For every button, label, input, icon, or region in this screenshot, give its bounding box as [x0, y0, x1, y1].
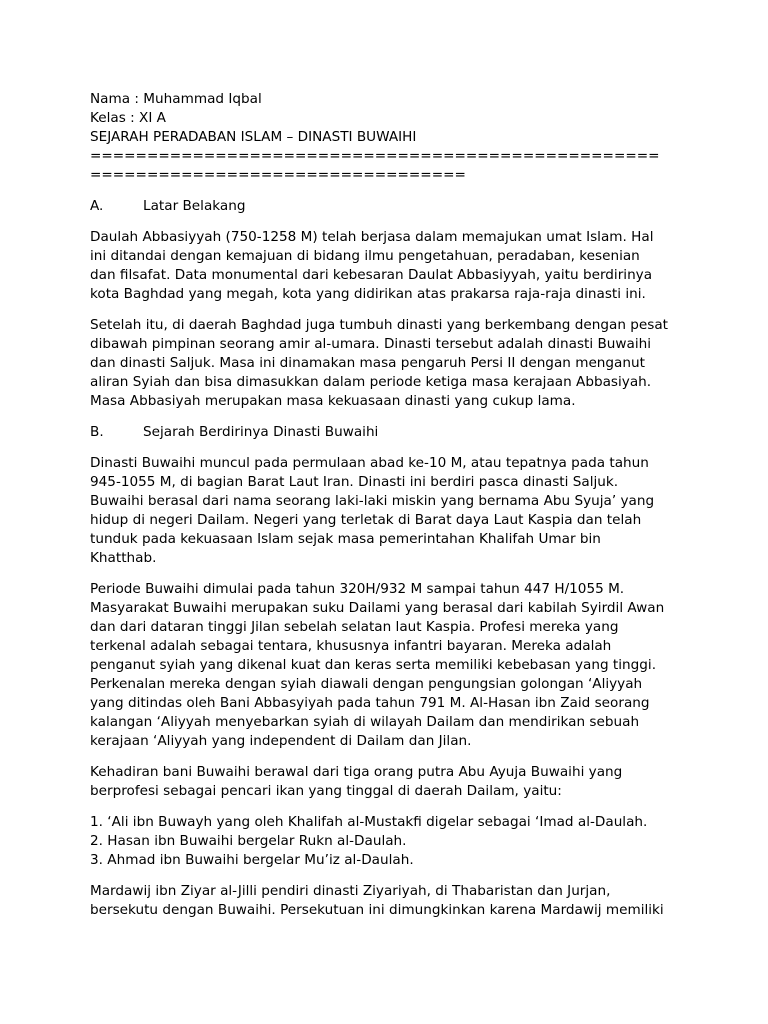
text-line: terkenal adalah sebagai tentara, khususnya infantri bayaran. Mereka adalah: [90, 638, 612, 654]
paragraph: [90, 580, 685, 751]
separator-line: ==================================================: [90, 148, 660, 164]
section-number: A.: [90, 198, 104, 214]
text-line: berprofesi sebagai pencari ikan yang tinggal di daerah Dailam, yaitu:: [90, 783, 562, 799]
text-line: kota Baghdad yang megah, kota yang didirikan atas prakarsa raja-raja dinasti ini.: [90, 286, 646, 302]
list-item: 1. ‘Ali ibn Buwayh yang oleh Khalifah al-Mustakfi digelar sebagai ‘Imad al-Daulah.: [90, 814, 648, 830]
text-line: bersekutu dengan Buwaihi. Persekutuan ini dimungkinkan karena Mardawij memiliki: [90, 902, 664, 918]
student-name: Nama : Muhammad Iqbal: [90, 91, 262, 107]
text-line: Masyarakat Buwaihi merupakan suku Dailami yang berasal dari kabilah Syirdil Awan: [90, 600, 665, 616]
text-line: yang ditindas oleh Bani Abbasyiyah pada tahun 791 M. Al-Hasan ibn Zaid seorang: [90, 695, 650, 711]
text-line: Daulah Abbasiyyah (750-1258 M) telah berjasa dalam memajukan umat Islam. Hal: [90, 229, 654, 245]
text-line: dan dinasti Saljuk. Masa ini dinamakan masa pengaruh Persi II dengan menganut: [90, 355, 645, 371]
text-line: dan dari dataran tinggi Jilan sebelah selatan laut Kaspia. Profesi mereka yang: [90, 619, 619, 635]
paragraph: [90, 882, 685, 920]
text-line: tunduk pada kekuasaan Islam sejak masa pemerintahan Khalifah Umar bin: [90, 531, 601, 547]
text-line: Setelah itu, di daerah Baghdad juga tumbuh dinasti yang berkembang dengan pesat: [90, 317, 668, 333]
text-line: 945-1055 M, di bagian Barat Laut Iran. Dinasti ini berdiri pasca dinasti Saljuk.: [90, 474, 619, 490]
paragraph: [90, 316, 685, 411]
text-line: Masa Abbasiyah merupakan masa kekuasaan dinasti yang cukup lama.: [90, 393, 576, 409]
section-heading-b: [90, 423, 685, 442]
document-title: SEJARAH PERADABAN ISLAM – DINASTI BUWAIHI: [90, 129, 417, 145]
text-line: Dinasti Buwaihi muncul pada permulaan abad ke-10 M, atau tepatnya pada tahun: [90, 455, 649, 471]
text-line: Khatthab.: [90, 550, 157, 566]
document-header: [90, 90, 685, 185]
student-class: Kelas : XI A: [90, 110, 166, 126]
list-item: 2. Hasan ibn Buwaihi bergelar Rukn al-Daulah.: [90, 833, 407, 849]
text-line: kalangan ‘Aliyyah menyebarkan syiah di wilayah Dailam dan mendirikan sebuah: [90, 714, 640, 730]
section-heading-a: [90, 197, 685, 216]
section-title: Latar Belakang: [143, 198, 246, 214]
paragraph: [90, 228, 685, 304]
text-line: Mardawij ibn Ziyar al-Jilli pendiri dinasti Ziyariyah, di Thabaristan dan Jurjan,: [90, 883, 611, 899]
separator-line: =================================: [90, 167, 466, 183]
text-line: ini ditandai dengan kemajuan di bidang ilmu pengetahuan, peradaban, kesenian: [90, 248, 640, 264]
numbered-list: [90, 813, 685, 870]
paragraph: [90, 763, 685, 801]
text-line: Periode Buwaihi dimulai pada tahun 320H/932 M sampai tahun 447 H/1055 M.: [90, 581, 625, 597]
list-item: 3. Ahmad ibn Buwaihi bergelar Mu’iz al-Daulah.: [90, 852, 414, 868]
text-line: aliran Syiah dan bisa dimasukkan dalam periode ketiga masa kerajaan Abbasiyah.: [90, 374, 652, 390]
paragraph: [90, 454, 685, 568]
text-line: Buwaihi berasal dari nama seorang laki-laki miskin yang bernama Abu Syuja’ yang: [90, 493, 655, 509]
section-number: B.: [90, 424, 104, 440]
text-line: penganut syiah yang dikenal kuat dan keras serta memiliki kebebasan yang tinggi.: [90, 657, 657, 673]
text-line: kerajaan ‘Aliyyah yang independent di Dailam dan Jilan.: [90, 733, 472, 749]
text-line: Perkenalan mereka dengan syiah diawali dengan pengungsian golongan ‘Aliyyah: [90, 676, 643, 692]
text-line: dibawah pimpinan seorang amir al-umara. Dinasti tersebut adalah dinasti Buwaihi: [90, 336, 652, 352]
text-line: dan filsafat. Data monumental dari kebesaran Daulat Abbasiyyah, yaitu berdirinya: [90, 267, 653, 283]
text-line: Kehadiran bani Buwaihi berawal dari tiga orang putra Abu Ayuja Buwaihi yang: [90, 764, 623, 780]
text-line: hidup di negeri Dailam. Negeri yang terletak di Barat daya Laut Kaspia dan telah: [90, 512, 642, 528]
section-title: Sejarah Berdirinya Dinasti Buwaihi: [143, 424, 379, 440]
document-body: [90, 90, 685, 932]
